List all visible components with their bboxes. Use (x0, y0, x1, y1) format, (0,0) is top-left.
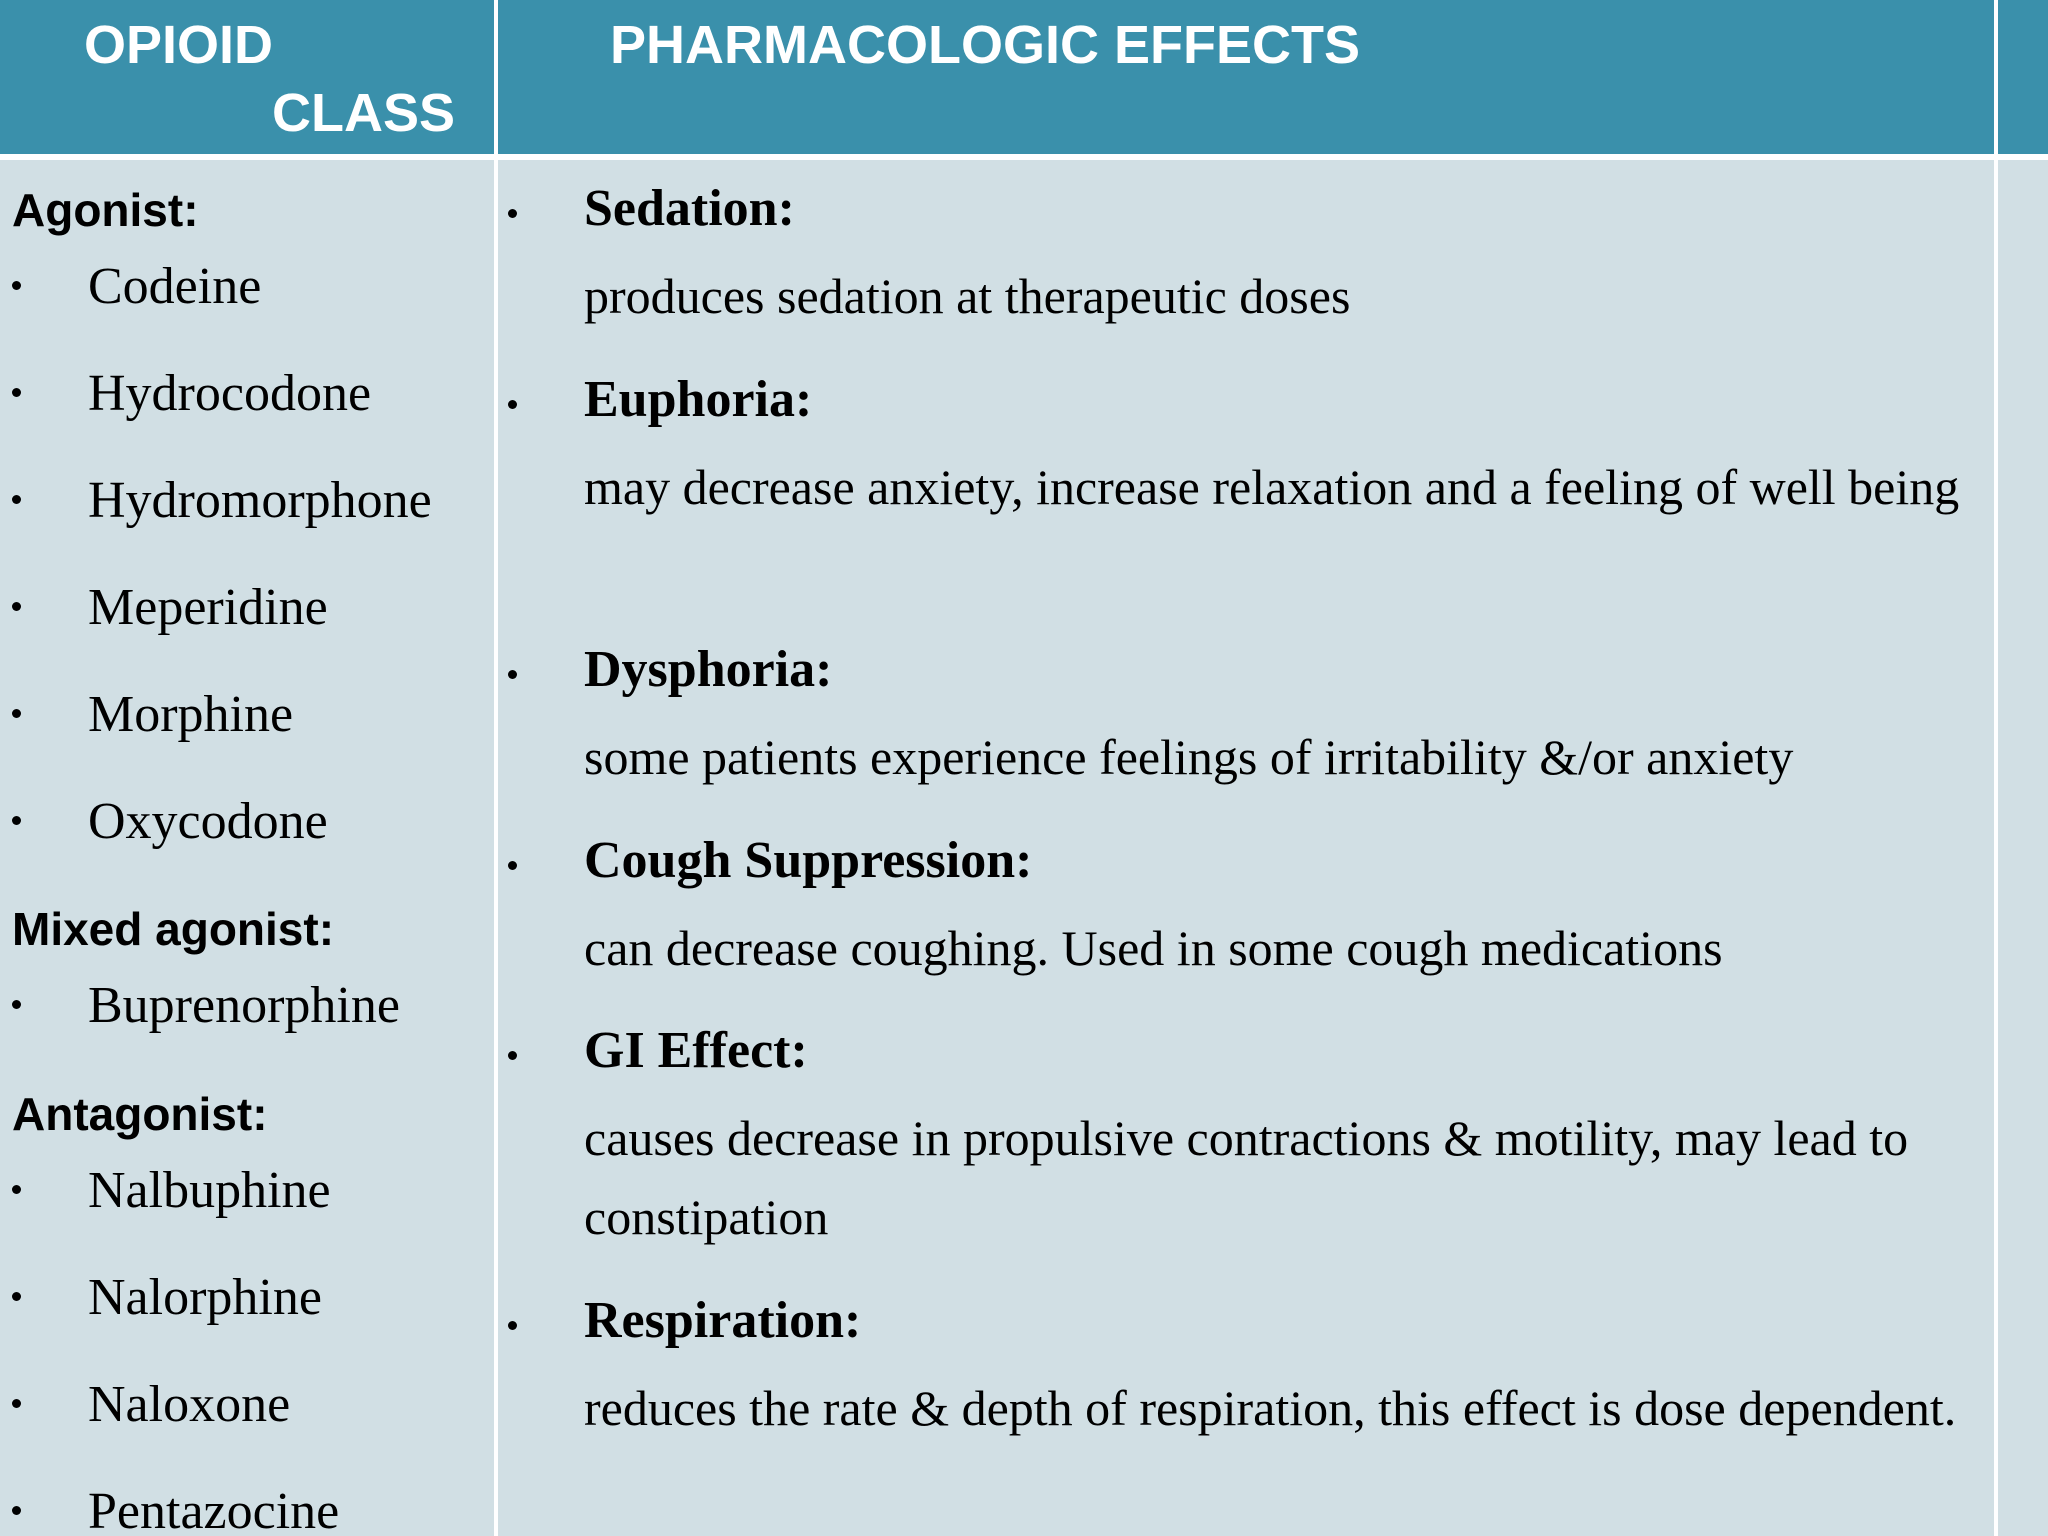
list-item: Morphine (0, 685, 490, 745)
list-item: Nalorphine (0, 1268, 490, 1328)
effect-description: some patients experience feelings of irritability &/or anxiety (584, 729, 1794, 785)
effect-title: Euphoria: (584, 371, 813, 428)
bullet-icon (12, 1399, 21, 1408)
effect-title: Sedation: (584, 180, 795, 237)
bullet-icon (12, 1000, 21, 1009)
bullet-icon (508, 1321, 517, 1330)
bullet-icon (12, 495, 21, 504)
bullet-icon (12, 388, 21, 397)
list-item: Codeine (0, 257, 490, 317)
bullet-icon (12, 816, 21, 825)
bullet-icon (508, 861, 517, 870)
bullet-icon (508, 400, 517, 409)
effect-description: causes decrease in propulsive contractions & motility, may lead to constipation (584, 1110, 1909, 1245)
header-class-label: CLASS (272, 83, 456, 143)
list-item: Oxycodone (0, 792, 490, 852)
bullet-icon (508, 209, 517, 218)
effect-title: GI Effect: (584, 1022, 808, 1079)
bullet-icon (12, 709, 21, 718)
pharmacologic-effects-column (498, 160, 1994, 1536)
bullet-icon (12, 281, 21, 290)
list-item: Pentazocine (0, 1482, 490, 1536)
list-item: Naloxone (0, 1375, 490, 1435)
effect-description: can decrease coughing. Used in some cough medications (584, 920, 1723, 976)
category-mixed-agonist: Mixed agonist: (12, 903, 335, 955)
bullet-icon (12, 602, 21, 611)
effect-description: may decrease anxiety, increase relaxation and a feeling of well being (584, 459, 1960, 515)
list-item: Nalbuphine (0, 1161, 490, 1221)
list-item: Hydromorphone (0, 471, 490, 531)
list-item: Meperidine (0, 578, 490, 638)
effect-title: Cough Suppression: (584, 832, 1033, 889)
effect-title: Respiration: (584, 1292, 862, 1349)
effect-description: reduces the rate & depth of respiration, this effect is dose dependent. (584, 1380, 1957, 1436)
header-opioid-label: OPIOID (84, 15, 274, 75)
list-item: Buprenorphine (0, 976, 490, 1036)
header-pharmacologic-effects: PHARMACOLOGIC EFFECTS (610, 15, 1360, 75)
bullet-icon (12, 1185, 21, 1194)
list-item: Hydrocodone (0, 364, 490, 424)
effect-title: Dysphoria: (584, 641, 833, 698)
bullet-icon (508, 1051, 517, 1060)
category-agonist: Agonist: (12, 184, 199, 236)
bullet-icon (12, 1506, 21, 1515)
bullet-icon (12, 1292, 21, 1301)
opioid-class-column (0, 160, 494, 1536)
bullet-icon (508, 670, 517, 679)
effect-description: produces sedation at therapeutic doses (584, 268, 1351, 324)
category-antagonist: Antagonist: (12, 1088, 268, 1140)
right-column-divider (1994, 0, 1998, 1536)
